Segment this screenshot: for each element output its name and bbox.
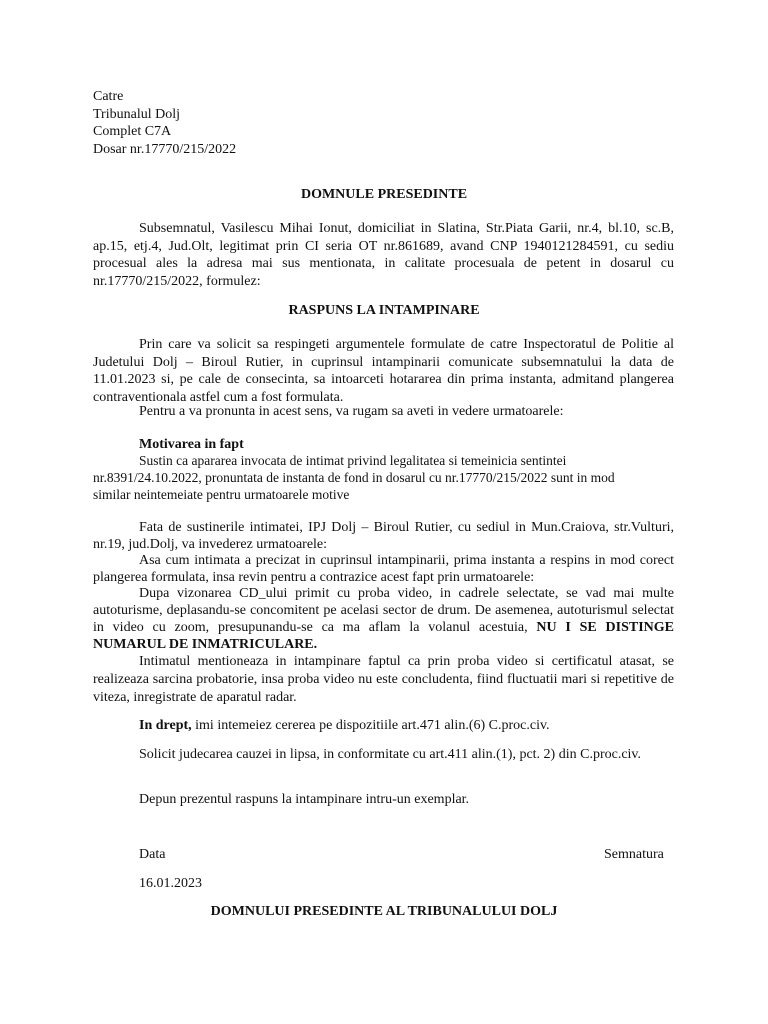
paragraph-instanta: Asa cum intimata a precizat in cuprinsul intampinarii, prima instanta a respins in mod corect plangerea formulata, insa revin pentru a contrazice acest fapt prin urmatoarele: xyxy=(93,553,674,585)
motivare-line: nr.8391/24.10.2022, pronuntata de instanta de fond in dosarul cu nr.17770/215/2022 sunt in mod xyxy=(93,470,615,485)
signature-label: Semnatura xyxy=(604,847,664,862)
address-line: Dosar nr.17770/215/2022 xyxy=(93,141,237,157)
heading-domnule-presedinte: DOMNULE PRESEDINTE xyxy=(300,187,468,202)
bold-plate-notice: NU I SE DISTINGE NUMARUL DE INMATRICULARE. xyxy=(93,620,674,652)
drept-text: imi intemeiez cererea pe dispozitiile art.471 alin.(6) C.proc.civ. xyxy=(191,718,550,733)
footer-title: DOMNULUI PRESEDINTE AL TRIBUNALULUI DOLJ xyxy=(210,904,558,919)
paragraph-proba: Intimatul mentioneaza in intampinare faptul ca prin proba video si certificatul atasat, se realizeaza sarcina probatorie, insa proba video nu este concludenta, fiind fluctuatii mari si repetitive de viteza, inregistrate de aparatul radar. xyxy=(93,654,674,705)
address-line: Complet C7A xyxy=(93,124,172,139)
paragraph-ipj: Fata de sustinerile intimatei, IPJ Dolj – Biroul Rutier, cu sediul in Mun.Craiova, str.Vulturi, nr.19, jud.Dolj, va invederez urmatoarele: xyxy=(93,520,674,552)
paragraph-consider: Pentru a va pronunta in acest sens, va rugam sa aveti in vedere urmatoarele: xyxy=(139,404,564,419)
data-label: Data xyxy=(139,847,166,862)
paragraph-drept xyxy=(93,717,674,734)
motivare-heading: Motivarea in fapt xyxy=(139,437,244,452)
paragraph-exemplar: Depun prezentul raspuns la intampinare intru-un exemplar. xyxy=(139,792,470,807)
paragraph-video xyxy=(93,585,674,653)
intro-paragraph: Subsemnatul, Vasilescu Mihai Ionut, domiciliat in Slatina, Str.Piata Garii, nr.4, bl.10, sc.B, ap.15, etj.4, Jud.Olt, legitimat prin CI seria OT nr.861689, avand CNP 1940121284591, cu sediu procesual ales la adresa mai sus mentionata, in calitate procesuala de petent in dosarul cu nr.17770/215/2022, formulez: xyxy=(93,221,674,289)
paragraph-lipsa: Solicit judecarea cauzei in lipsa, in conformitate cu art.411 alin.(1), pct. 2) din C.proc.civ. xyxy=(139,747,642,762)
address-line: Catre xyxy=(93,89,124,104)
video-text: Dupa vizonarea CD_ului primit cu proba video, in cadrele selectate, se vad mai multe autoturisme, deplasandu-se concomitent pe acelasi sector de drum. De asemenea, autoturismul selectat in video cu zoom, presupunandu-se ca ma aflam la volanul acestuia, xyxy=(93,586,674,635)
paragraph-request: Prin care va solicit sa respingeti argumentele formulate de catre Inspectoratul de Politie al Judetului Dolj – Biroul Rutier, in cuprinsul intampinarii comunicate subsemnatului la data de 11.01.2023 si, pe cale de consecinta, sa intoarceti hotararea din prima instanta, admitand plangerea contraventionala astfel cum a fost formulata. xyxy=(93,337,674,405)
heading-raspuns: RASPUNS LA INTAMPINARE xyxy=(288,303,480,318)
recipient-address xyxy=(93,88,236,158)
motivare-line: Sustin ca apararea invocata de intimat privind legalitatea si temeinicia sentintei xyxy=(139,453,567,468)
date-value: 16.01.2023 xyxy=(139,876,202,891)
drept-label: In drept, xyxy=(139,718,192,733)
address-line: Tribunalul Dolj xyxy=(93,106,180,122)
motivare-line: similar neintemeiate pentru urmatoarele motive xyxy=(93,487,350,502)
